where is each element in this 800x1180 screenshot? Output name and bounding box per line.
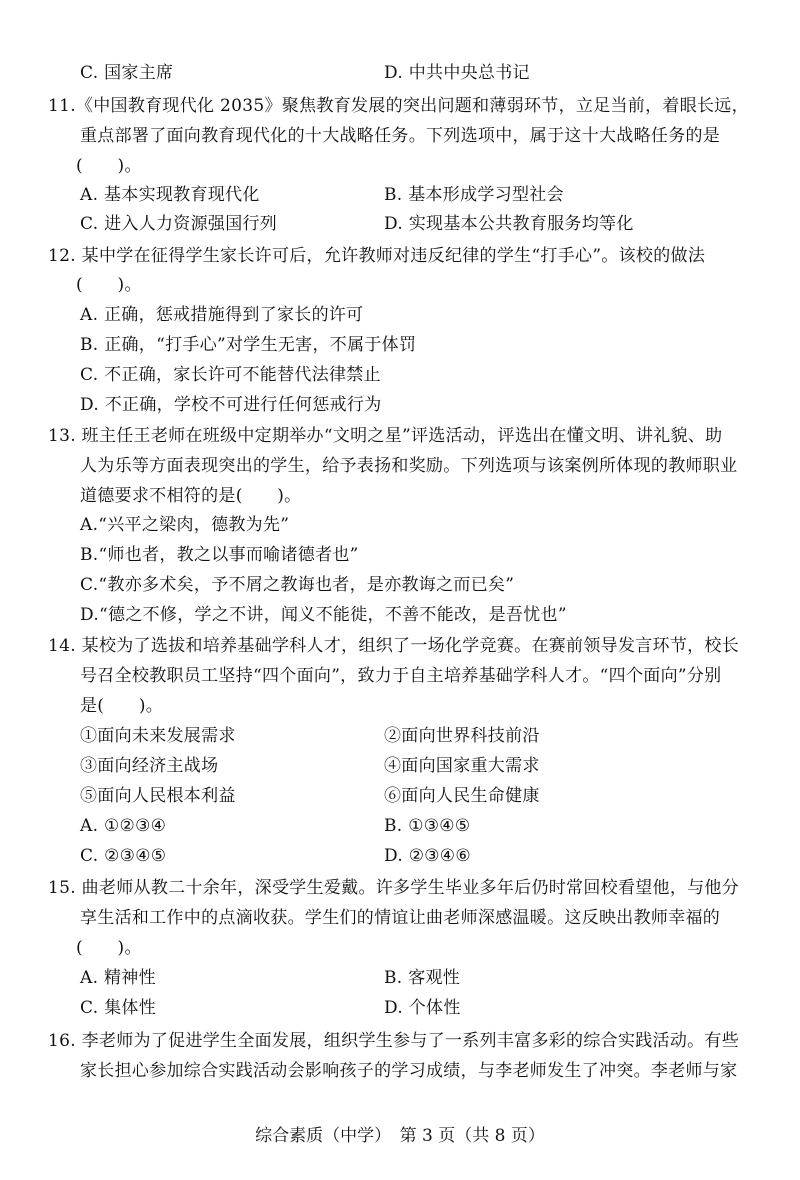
q14-item-4: ④面向国家重大需求 bbox=[384, 756, 540, 776]
q14-option-d: D. ②③④⑥ bbox=[384, 846, 471, 866]
q13-stem-line2: 人为乐等方面表现突出的学生，给予表扬和奖励。下列选项与该案例所体现的教师职业 bbox=[80, 456, 738, 476]
q12-stem-line2: ( )。 bbox=[76, 275, 142, 295]
q13-stem-line3: 道德要求不相符的是( )。 bbox=[80, 486, 302, 506]
q14-item-3: ③面向经济主战场 bbox=[80, 756, 219, 776]
q11-stem-line3: ( )。 bbox=[76, 156, 142, 176]
q13-option-a: A.“兴平之梁肉，德教为先” bbox=[80, 515, 290, 535]
q14-item-1: ①面向未来发展需求 bbox=[80, 726, 236, 746]
q12-option-b: B. 正确，“打手心”对学生无害，不属于体罚 bbox=[80, 335, 417, 355]
q11-option-b: B. 基本形成学习型社会 bbox=[384, 185, 564, 205]
q14-item-2: ②面向世界科技前沿 bbox=[384, 726, 540, 746]
q11-option-c: C. 进入人力资源强国行列 bbox=[80, 214, 278, 234]
q12-option-d: D. 不正确，学校不可进行任何惩戒行为 bbox=[80, 395, 382, 415]
q15-option-a: A. 精神性 bbox=[80, 968, 156, 988]
q14-item-6: ⑥面向人民生命健康 bbox=[384, 786, 540, 806]
q14-item-5: ⑤面向人民根本利益 bbox=[80, 786, 236, 806]
q12-option-c: C. 不正确，家长许可不能替代法律禁止 bbox=[80, 365, 381, 385]
q13-option-d: D.“德之不修，学之不讲，闻义不能徙，不善不能改，是吾忧也” bbox=[80, 605, 567, 625]
q14-stem-line3: 是( )。 bbox=[80, 696, 164, 716]
q15-option-c: C. 集体性 bbox=[80, 998, 157, 1018]
q13-option-c: C.“教亦多术矣，予不屑之教诲也者，是亦教诲之而已矣” bbox=[80, 575, 515, 595]
q14-stem-line1: 14. 某校为了选拔和培养基础学科人才，组织了一场化学竞赛。在赛前领导发言环节，校长 bbox=[48, 636, 740, 656]
q15-option-d: D. 个体性 bbox=[384, 998, 461, 1018]
q12-stem-line1: 12. 某中学在征得学生家长许可后，允许教师对违反纪律的学生“打手心”。该校的做法 bbox=[48, 246, 706, 266]
q15-stem-line1: 15. 曲老师从教二十余年，深受学生爱戴。许多学生毕业多年后仍时常回校看望他，与他分 bbox=[48, 878, 740, 898]
q11-stem-line1: 11.《中国教育现代化 2035》聚焦教育发展的突出问题和薄弱环节，立足当前，着眼长远， bbox=[48, 96, 749, 116]
q10-option-d: D. 中共中央总书记 bbox=[384, 63, 530, 83]
q13-option-b: B.“师也者，教之以事而喻诸德者也” bbox=[80, 545, 359, 565]
q11-stem-line2: 重点部署了面向教育现代化的十大战略任务。下列选项中，属于这十大战略任务的是 bbox=[80, 126, 721, 146]
q16-stem-line1: 16. 李老师为了促进学生全面发展，组织学生参与了一系列丰富多彩的综合实践活动。有些 bbox=[48, 1031, 740, 1051]
q13-stem-line1: 13. 班主任王老师在班级中定期举办“文明之星”评选活动，评选出在懂文明、讲礼貌、助 bbox=[48, 426, 723, 446]
q10-option-c: C. 国家主席 bbox=[80, 63, 174, 83]
q14-option-b: B. ①③④⑤ bbox=[384, 816, 471, 836]
q14-option-c: C. ②③④⑤ bbox=[80, 846, 167, 866]
q15-stem-line2: 享生活和工作中的点滴收获。学生们的情谊让曲老师深感温暖。这反映出教师幸福的 bbox=[80, 908, 721, 928]
q11-option-a: A. 基本实现教育现代化 bbox=[80, 185, 260, 205]
page-footer: 综合素质（中学） 第 3 页（共 8 页） bbox=[255, 1126, 545, 1146]
q11-option-d: D. 实现基本公共教育服务均等化 bbox=[384, 214, 634, 234]
q14-stem-line2: 号召全校教职员工坚持“四个面向”，致力于自主培养基础学科人才。“四个面向”分别 bbox=[80, 666, 722, 686]
q15-option-b: B. 客观性 bbox=[384, 968, 461, 988]
q12-option-a: A. 正确，惩戒措施得到了家长的许可 bbox=[80, 305, 364, 325]
q15-stem-line3: ( )。 bbox=[76, 938, 142, 958]
q14-option-a: A. ①②③④ bbox=[80, 816, 167, 836]
q16-stem-line2: 家长担心参加综合实践活动会影响孩子的学习成绩，与李老师发生了冲突。李老师与家 bbox=[80, 1061, 738, 1081]
